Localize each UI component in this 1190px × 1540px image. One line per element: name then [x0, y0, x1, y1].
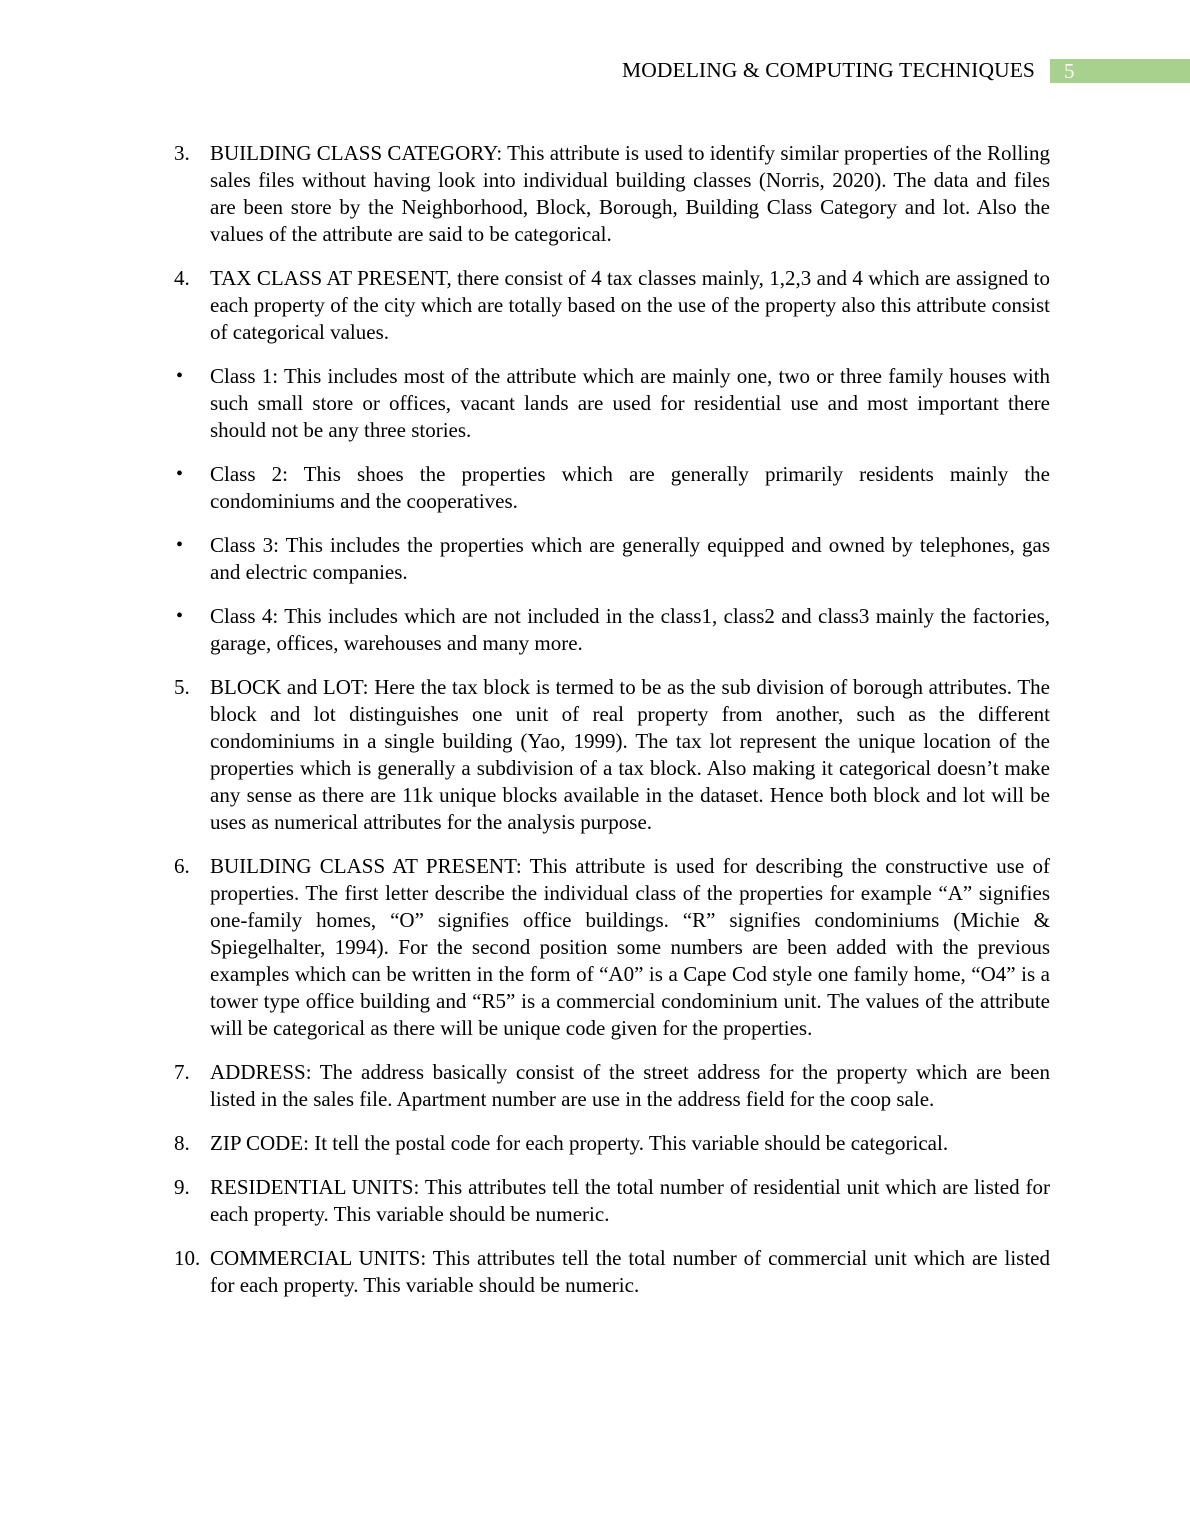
bullet-marker: •	[176, 463, 184, 485]
list-item-text: Class 3: This includes the properties which are generally equipped and owned by telephones, gas and electric companies.	[210, 533, 1050, 584]
running-head-title: MODELING & COMPUTING TECHNIQUES	[622, 58, 1035, 82]
list-item-8	[174, 1130, 1050, 1157]
list-item-3	[174, 140, 1050, 248]
page-header	[0, 56, 1190, 86]
list-marker: 10.	[174, 1246, 201, 1270]
bullet-item-class-1	[174, 363, 1050, 444]
list-marker: 4.	[174, 266, 190, 290]
list-marker: 6.	[174, 854, 190, 878]
list-item-text: BUILDING CLASS CATEGORY: This attribute is used to identify similar properties of the Rolling sales files without having look into individual building classes (Norris, 2020). The data and files are been store by the Neighborhood, Block, Borough, Building Class Category and lot. Also the values of the attribute are said to be categorical.	[210, 141, 1050, 246]
list-item-text: RESIDENTIAL UNITS: This attributes tell the total number of residential unit which are listed for each property. This variable should be numeric.	[210, 1175, 1050, 1226]
list-item-text: BLOCK and LOT: Here the tax block is termed to be as the sub division of borough attributes. The block and lot distinguishes one unit of real property from another, such as the different condominiums in a single building (Yao, 1999). The tax lot represent the unique location of the properties which is generally a subdivision of a tax block. Also making it categorical doesn’t make any sense as there are 11k unique blocks available in the dataset. Hence both block and lot will be uses as numerical attributes for the analysis purpose.	[210, 675, 1050, 834]
list-item-text: ZIP CODE: It tell the postal code for each property. This variable should be categorical.	[210, 1131, 949, 1155]
list-item-10	[174, 1245, 1050, 1299]
bullet-item-class-4	[174, 603, 1050, 657]
list-item-6	[174, 853, 1050, 1042]
bullet-marker: •	[176, 534, 184, 556]
list-item-text: Class 2: This shoes the properties which are generally primarily residents mainly the condominiums and the cooperatives.	[210, 462, 1050, 513]
list-item-text: Class 1: This includes most of the attribute which are mainly one, two or three family houses with such small store or offices, vacant lands are used for residential use and most important there should not be any three stories.	[210, 364, 1050, 442]
list-marker: 5.	[174, 675, 190, 699]
list-item-text: COMMERCIAL UNITS: This attributes tell the total number of commercial unit which are listed for each property. This variable should be numeric.	[210, 1246, 1050, 1297]
list-item-text: Class 4: This includes which are not included in the class1, class2 and class3 mainly the factories, garage, offices, warehouses and many more.	[210, 604, 1050, 655]
list-item-text: BUILDING CLASS AT PRESENT: This attribute is used for describing the constructive use of properties. The first letter describe the individual class of the properties for example “A” signifies one-family homes, “O” signifies office buildings. “R” signifies condominiums (Michie & Spiegelhalter, 1994). For the second position some numbers are been added with the previous examples which can be written in the form of “A0” is a Cape Cod style one family home, “O4” is a tower type office building and “R5” is a commercial condominium unit. The values of the attribute will be categorical as there will be unique code given for the properties.	[210, 854, 1050, 1040]
list-item-text: ADDRESS: The address basically consist of the street address for the property which are been listed in the sales file. Apartment number are use in the address field for the coop sale.	[210, 1060, 1050, 1111]
page-number: 5	[1050, 59, 1190, 83]
list-item-4	[174, 265, 1050, 346]
list-marker: 3.	[174, 141, 190, 165]
list-item-9	[174, 1174, 1050, 1228]
list-item-text: TAX CLASS AT PRESENT, there consist of 4 tax classes mainly, 1,2,3 and 4 which are assigned to each property of the city which are totally based on the use of the property also this attribute consist of categorical values.	[210, 266, 1050, 344]
list-marker: 8.	[174, 1131, 190, 1155]
bullet-marker: •	[176, 605, 184, 627]
document-body	[174, 140, 1050, 1316]
list-marker: 7.	[174, 1060, 190, 1084]
bullet-item-class-2	[174, 461, 1050, 515]
list-item-7	[174, 1059, 1050, 1113]
bullet-item-class-3	[174, 532, 1050, 586]
list-marker: 9.	[174, 1175, 190, 1199]
bullet-marker: •	[176, 365, 184, 387]
list-item-5	[174, 674, 1050, 836]
